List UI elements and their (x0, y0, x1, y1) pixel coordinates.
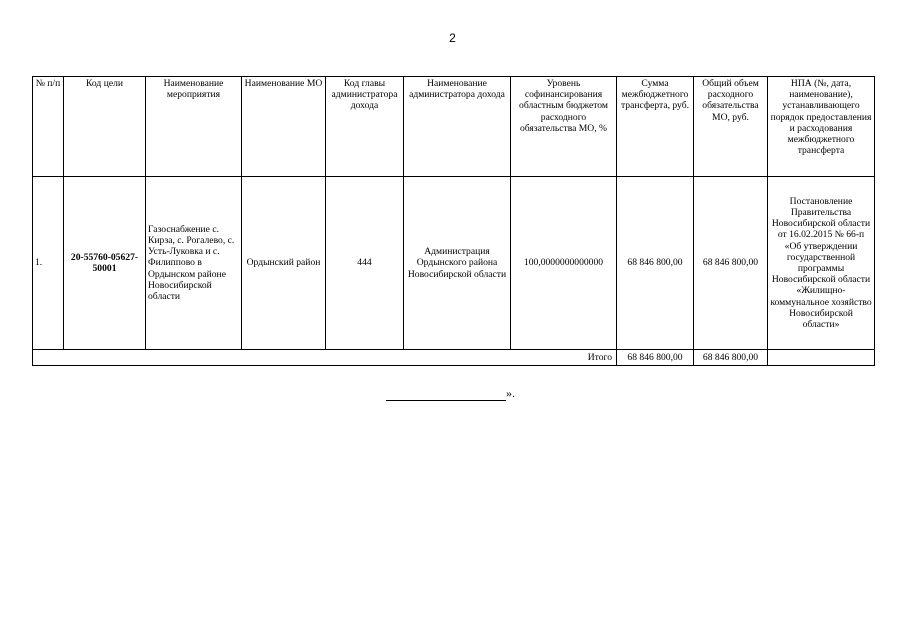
header-cell-goal-code: Код цели (64, 77, 146, 177)
cell-goal-code: 20-55760-05627-50001 (64, 177, 146, 350)
header-cell-npa: НПА (№, дата, наименование), устанавливающего порядок предоставления и расходования межбюджетного трансферта (768, 77, 875, 177)
total-label: Итого (33, 350, 617, 366)
header-cell-number: № п/п (33, 77, 64, 177)
page-number: 2 (449, 31, 456, 45)
cell-mo-name: Ордынский район (242, 177, 326, 350)
total-obligation-sum: 68 846 800,00 (694, 350, 768, 366)
total-npa-empty (768, 350, 875, 366)
cell-admin-name: Администрация Ордынского района Новосибирской области (404, 177, 511, 350)
header-cell-admin-name: Наименование администратора дохода (404, 77, 511, 177)
closing-quote-mark: ». (506, 386, 515, 400)
header-cell-mo-name: Наименование МО (242, 77, 326, 177)
cell-cofinance-level: 100,0000000000000 (511, 177, 617, 350)
transfer-table (32, 76, 875, 366)
total-transfer-sum: 68 846 800,00 (617, 350, 694, 366)
table-total-row (33, 350, 875, 366)
cell-number: 1. (33, 177, 64, 350)
signature-underline (386, 388, 506, 401)
header-cell-total-obligation: Общий объем расходного обязательства МО, руб. (694, 77, 768, 177)
table-header-row (33, 77, 875, 177)
header-cell-event-name: Наименование мероприятия (146, 77, 242, 177)
closing-line (386, 386, 515, 401)
cell-npa: Постановление Правительства Новосибирской области от 16.02.2015 № 66-п «Об утверждении государственной программы Новосибирской области «Жилищно-коммунальное хозяйство Новосибирской области» (768, 177, 875, 350)
cell-total-obligation: 68 846 800,00 (694, 177, 768, 350)
table-row (33, 177, 875, 350)
header-cell-cofinance-level: Уровень софинансирования областным бюджетом расходного обязательства МО, % (511, 77, 617, 177)
header-cell-admin-code: Код главы администратора дохода (326, 77, 404, 177)
cell-admin-code: 444 (326, 177, 404, 350)
cell-event-name: Газоснабжение с. Кирза, с. Рогалево, с. Усть-Луковка и с. Филиппово в Ордынском районе Новосибирской области (146, 177, 242, 350)
cell-transfer-sum: 68 846 800,00 (617, 177, 694, 350)
header-cell-transfer-sum: Сумма межбюджетного трансферта, руб. (617, 77, 694, 177)
